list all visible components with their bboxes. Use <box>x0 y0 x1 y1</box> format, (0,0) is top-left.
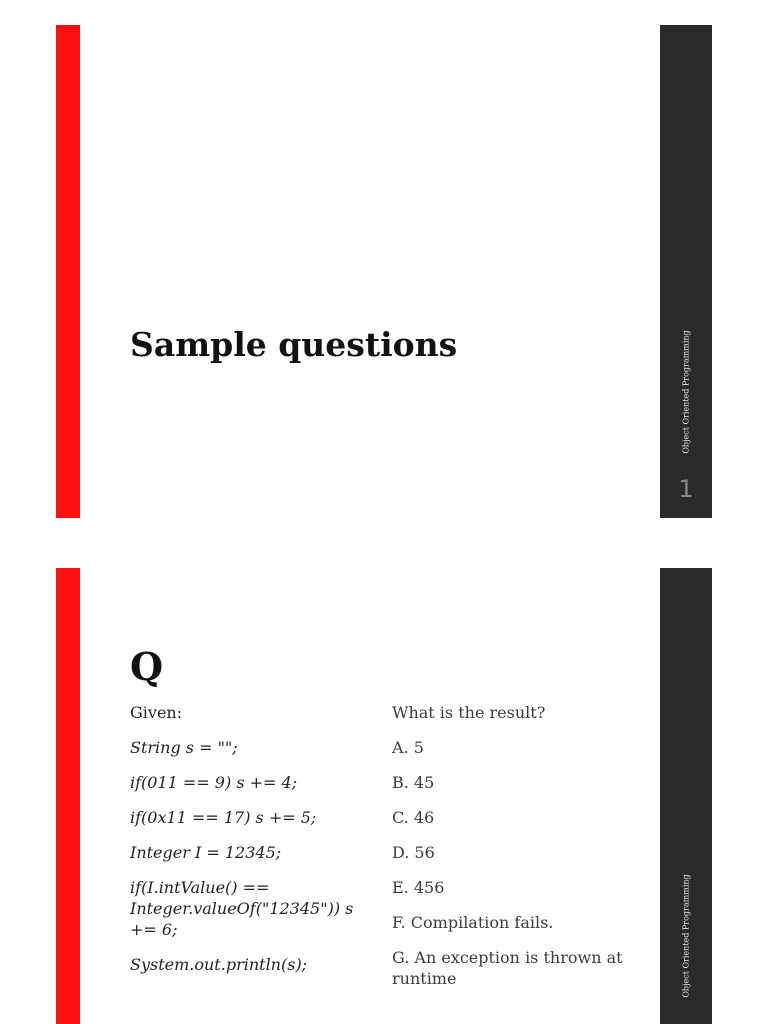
slide-2 <box>0 568 768 1024</box>
question-heading: Q <box>130 644 164 689</box>
code-line: if(0x11 == 17) s += 5; <box>130 808 317 827</box>
question-prompt: What is the result? <box>392 703 546 722</box>
code-column <box>130 702 370 989</box>
code-line: String s = ""; <box>130 738 238 757</box>
given-label: Given: <box>130 703 183 722</box>
slide-1 <box>0 25 768 518</box>
answer-option: C. 46 <box>392 808 435 827</box>
code-line: Integer I = 12345; <box>130 843 282 862</box>
slide-title: Sample questions <box>130 325 458 364</box>
side-label-text: Object Oriented Programming <box>681 330 691 454</box>
answers-column <box>392 702 642 1003</box>
code-line: System.out.println(s); <box>130 955 308 974</box>
answer-option: B. 45 <box>392 773 435 792</box>
answer-option: F. Compilation fails. <box>392 913 554 932</box>
answer-option: D. 56 <box>392 843 435 862</box>
code-line: if(I.intValue() == Integer.valueOf("12345")) s += 6; <box>130 878 354 939</box>
red-accent-bar <box>56 568 80 1024</box>
page-number: 1 <box>678 475 694 503</box>
answer-option: E. 456 <box>392 878 445 897</box>
side-label-text: Object Oriented Programming <box>681 874 691 998</box>
answer-option: G. An exception is thrown at runtime <box>392 948 623 988</box>
answer-option: A. 5 <box>392 738 424 757</box>
code-line: if(011 == 9) s += 4; <box>130 773 298 792</box>
red-accent-bar <box>56 25 80 518</box>
